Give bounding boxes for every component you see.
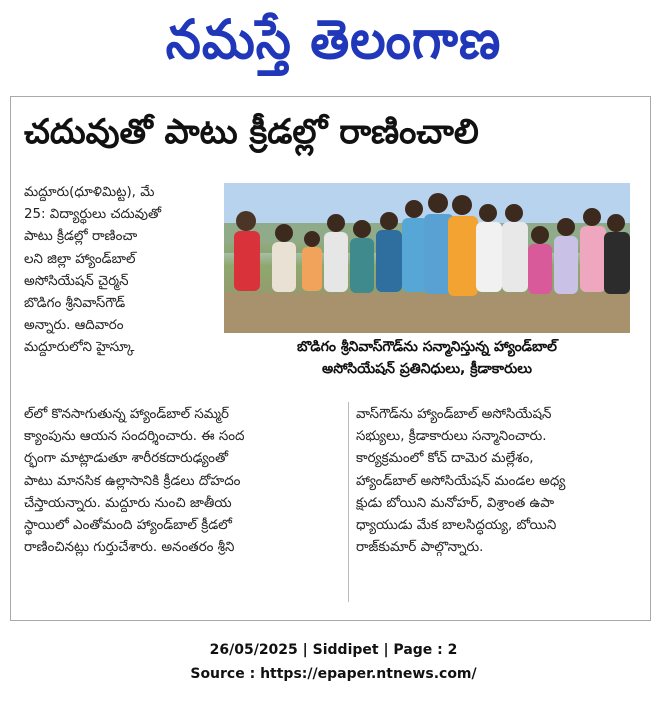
- text-line: 25: విద్యార్థులు చదువుతో: [24, 207, 162, 223]
- masthead: [0, 0, 667, 92]
- text-line: హ్యాండ్‌బాల్ అసోసియేషన్ మండల అధ్య: [356, 473, 566, 489]
- text-line: అన్నారు. ఆదివారం: [24, 318, 124, 334]
- text-line: పాటు క్రీడల్లో రాణించా: [24, 229, 138, 245]
- text-line: క్షుడు బోయిని మనోహర్, విశ్రాంత ఉపా: [356, 495, 554, 511]
- text-line: క్యాంపును ఆయన సందర్శించారు. ఈ సంద: [24, 429, 245, 445]
- footer-date-line: 26/05/2025 | Siddipet | Page : 2: [209, 642, 458, 658]
- caption-line: అసోసియేషన్ ప్రతినిధులు, క్రీడాకారులు: [322, 361, 532, 377]
- text-line: ల్‌లో కొనసాగుతున్న హ్యాండ్‌బాల్ సమ్మర్: [24, 407, 229, 422]
- text-line: మద్దూరులోని హైస్కూ: [24, 340, 135, 356]
- text-line: సభ్యులు, క్రీడాకారులు సన్మానించారు.: [356, 429, 547, 445]
- caption-line: బొడిగం శ్రీనివాస్‌గౌడ్‌ను సన్మానిస్తున్న హ్యాండ్‌బాల్: [297, 339, 557, 355]
- text-line: రాణించినట్లు గుర్తుచేశారు. అనంతరం శ్రీని: [24, 540, 235, 556]
- left-column-top: [24, 182, 220, 360]
- text-line: లని జిల్లా హ్యాండ్‌బాల్: [24, 251, 136, 267]
- article-headline: చదువుతో పాటు క్రీడల్లో రాణించాలి: [24, 112, 479, 152]
- text-line: అసోసియేషన్ చైర్మన్: [24, 273, 129, 289]
- article-photo: [224, 183, 630, 333]
- newspaper-title: నమస్తే తెలంగాణ: [165, 7, 502, 71]
- footer-source-line: Source : https://epaper.ntnews.com/: [190, 666, 477, 682]
- column-divider: [348, 402, 349, 602]
- text-line: పాటు మానసిక ఉల్లాసానికి క్రీడలు దోహదం: [24, 473, 241, 489]
- text-line: స్థాయిలో ఎంతోమంది హ్యాండ్‌బాల్ క్రీడలో: [24, 518, 232, 534]
- text-line: ర్భంగా మాట్లాడుతూ శారీరకదారుఢ్యంతో: [24, 451, 229, 467]
- text-line: కార్యక్రమంలో కోచ్ దామెర మల్లేశం,: [356, 451, 534, 467]
- text-line: ధ్యాయుడు మేక బాలసిద్ధయ్య, బోయిని: [356, 518, 557, 534]
- text-line: రాజ్‌కుమార్ పాల్గొన్నారు.: [356, 540, 484, 556]
- left-column-bottom: [24, 404, 342, 559]
- right-column: [356, 404, 634, 559]
- text-line: వాస్‌గౌడ్‌ను హ్యాండ్‌బాల్ అసోసియేషన్: [356, 407, 552, 422]
- text-line: చేస్తాయన్నారు. మద్దూరు నుంచి జాతీయ: [24, 495, 232, 511]
- text-line: బొడిగం శ్రీనివాస్‌గౌడ్: [24, 296, 126, 312]
- photo-caption: [224, 336, 630, 388]
- text-line: మద్దూరు(ధూళిమిట్ట), మే: [24, 185, 155, 200]
